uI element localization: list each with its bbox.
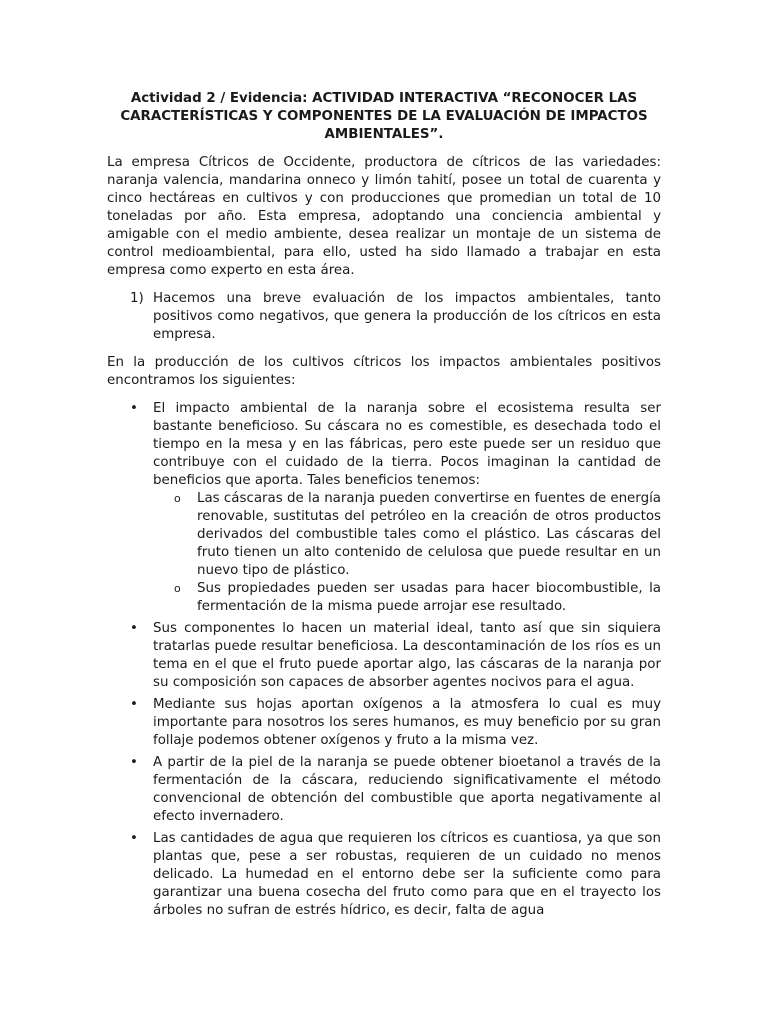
bullet-text: Las cantidades de agua que requieren los cítricos es cuantiosa, ya que son plantas que, pese a ser robustas, requieren de un cuidado no menos delicado. La humedad en el entorno debe ser la suficiente como para garantizar una buena cosecha del fruto como para que en el trayecto los árboles no sufran de estrés hídrico, es decir, falta de agua bbox=[153, 831, 661, 918]
sub-list bbox=[153, 490, 661, 616]
sub-item-text: Sus propiedades pueden ser usadas para hacer biocombustible, la fermentación de la misma puede arrojar ese resultado. bbox=[197, 581, 661, 614]
bullet-icon: • bbox=[130, 697, 138, 712]
bullet-item bbox=[107, 400, 661, 616]
numbered-marker: 1) bbox=[130, 291, 144, 306]
document-title: Actividad 2 / Evidencia: ACTIVIDAD INTERACTIVA “RECONOCER LAS CARACTERÍSTICAS Y COMPONENTES DE LA EVALUACIÓN DE IMPACTOS AMBIENTALES”. bbox=[120, 91, 648, 142]
bullet-text: A partir de la piel de la naranja se puede obtener bioetanol a través de la fermentación de la cáscara, reduciendo significativamente el método convencional de obtención del combustible que aporta negativamente al efecto invernadero. bbox=[153, 755, 661, 824]
bullet-text: Sus componentes lo hacen un material ideal, tanto así que sin siquiera tratarlas puede resultar beneficiosa. La descontaminación de los ríos es un tema en el que el fruto puede aportar algo, las cáscaras de la naranja por su composición son capaces de absorber agentes nocivos para el agua. bbox=[153, 621, 661, 690]
sub-item bbox=[153, 490, 661, 580]
document-page bbox=[107, 90, 661, 924]
circle-bullet-icon: o bbox=[174, 492, 181, 505]
bullet-item bbox=[107, 754, 661, 826]
intro-paragraph: La empresa Cítricos de Occidente, productora de cítricos de las variedades: naranja valencia, mandarina onneco y limón tahití, posee un total de cuarenta y cinco hectáreas en cultivos y con producciones que promedian un total de 10 toneladas por año. Esta empresa, adoptando una conciencia ambiental y amigable con el medio ambiente, desea realizar un montaje de un sistema de control medioambiental, para ello, usted ha sido llamado a trabajar en esta empresa como experto en esta área. bbox=[107, 155, 661, 278]
bullet-text: Mediante sus hojas aportan oxígenos a la atmosfera lo cual es muy importante para nosotros los seres humanos, es muy beneficio por su gran follaje podemos obtener oxígenos y fruto a la misma vez. bbox=[153, 697, 661, 748]
bullet-icon: • bbox=[130, 831, 138, 846]
circle-bullet-icon: o bbox=[174, 582, 181, 595]
bullet-icon: • bbox=[130, 755, 138, 770]
bullet-item bbox=[107, 696, 661, 750]
sub-item bbox=[153, 580, 661, 616]
bullet-icon: • bbox=[130, 401, 138, 416]
numbered-item-text: Hacemos una breve evaluación de los impactos ambientales, tanto positivos como negativos, que genera la producción de los cítricos en esta empresa. bbox=[153, 291, 661, 342]
lead-paragraph: En la producción de los cultivos cítricos los impactos ambientales positivos encontramos los siguientes: bbox=[107, 355, 661, 388]
sub-item-text: Las cáscaras de la naranja pueden convertirse en fuentes de energía renovable, sustitutas del petróleo en la creación de otros productos derivados del combustible tales como el plástico. Las cáscaras del fruto tienen un alto contenido de celulosa que puede resultar en un nuevo tipo de plástico. bbox=[197, 491, 661, 578]
bullet-icon: • bbox=[130, 621, 138, 636]
bullet-list bbox=[107, 400, 661, 920]
numbered-list bbox=[107, 290, 661, 344]
numbered-item bbox=[107, 290, 661, 344]
bullet-item bbox=[107, 830, 661, 920]
bullet-item bbox=[107, 620, 661, 692]
bullet-text: El impacto ambiental de la naranja sobre el ecosistema resulta ser bastante beneficioso. Su cáscara no es comestible, es desechada todo el tiempo en la mesa y en las fábricas, pero este puede ser un residuo que contribuye con el cuidado de la tierra. Pocos imaginan la cantidad de beneficios que aporta. Tales beneficios tenemos: bbox=[153, 401, 661, 488]
